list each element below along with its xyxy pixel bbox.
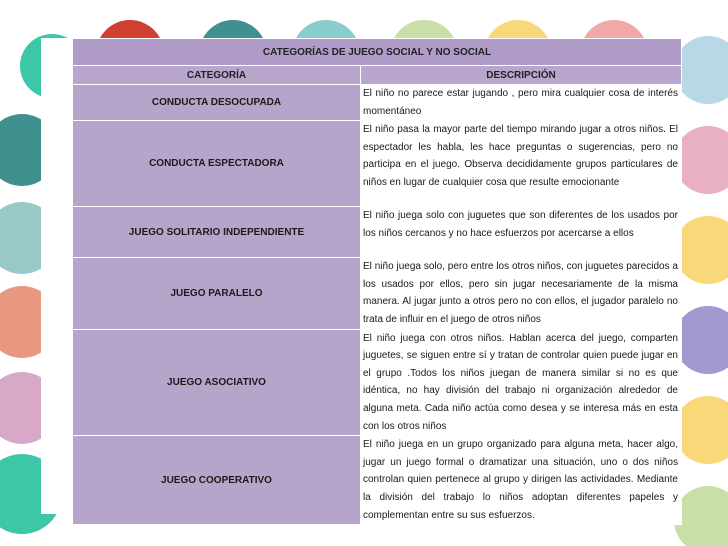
decorative-circle [674, 36, 728, 104]
column-header-category: CATEGORÍA [73, 66, 361, 85]
decorative-circle [674, 396, 728, 464]
table-row [73, 329, 682, 436]
table-row [73, 436, 682, 525]
decorative-circle [674, 126, 728, 194]
decorative-circle [674, 216, 728, 284]
description-cell: El niño pasa la mayor parte del tiempo mirando jugar a otros niños. El espectador les habla, les hace preguntas o sugerencias, pero no participa en el juego. Observa decididamente grupos particulares de niños en lugar de cualquier cosa que resulte emocionante [361, 121, 682, 207]
description-cell: El niño juega en un grupo organizado para alguna meta, hacer algo, jugar un juego formal o dramatizar una situación, uno o dos niños controlan quien pertenece al grupo y dirigen las actividades. Mediante la división del trabajo lo niños adoptan diferentes papeles y complementan entre su sus esfuerzos. [361, 436, 682, 525]
table-row [73, 85, 682, 121]
table-row [73, 207, 682, 258]
column-header-description: DESCRIPCIÓN [361, 66, 682, 85]
category-cell: JUEGO PARALELO [73, 258, 361, 329]
description-cell: El niño juega solo con juguetes que son diferentes de los usados por los niños cercanos y no hace esfuerzos por acercarse a ellos [361, 207, 682, 258]
decorative-circle [674, 486, 728, 546]
table-title: CATEGORÍAS DE JUEGO SOCIAL Y NO SOCIAL [73, 39, 682, 66]
description-cell: El niño no parece estar jugando , pero mira cualquier cosa de interés momentáneo [361, 85, 682, 121]
category-cell: CONDUCTA ESPECTADORA [73, 121, 361, 207]
description-cell: El niño juega con otros niños. Hablan acerca del juego, comparten juguetes, se siguen entre sí y tratan de controlar quien puede jugar en el grupo .Todos los niños juegan de manera similar si no es que idéntica, no hay división del trabajo ni organización alrededor de alguna meta. Cada niño actúa como desea y se interesa más en esta con los otros niños [361, 329, 682, 436]
social-play-categories-table [72, 38, 682, 525]
category-cell: JUEGO COOPERATIVO [73, 436, 361, 525]
decorative-circle [674, 306, 728, 374]
category-cell: JUEGO SOLITARIO INDEPENDIENTE [73, 207, 361, 258]
category-cell: CONDUCTA DESOCUPADA [73, 85, 361, 121]
category-cell: JUEGO ASOCIATIVO [73, 329, 361, 436]
table-row [73, 121, 682, 207]
table-row [73, 258, 682, 329]
description-cell: El niño juega solo, pero entre los otros niños, con juguetes parecidos a los usados por ellos, pero sin jugar necesariamente de la misma manera. Al jugar junto a otros pero no con ellos, el jugador paralelo no trata de influir en el juego de otros niños [361, 258, 682, 329]
